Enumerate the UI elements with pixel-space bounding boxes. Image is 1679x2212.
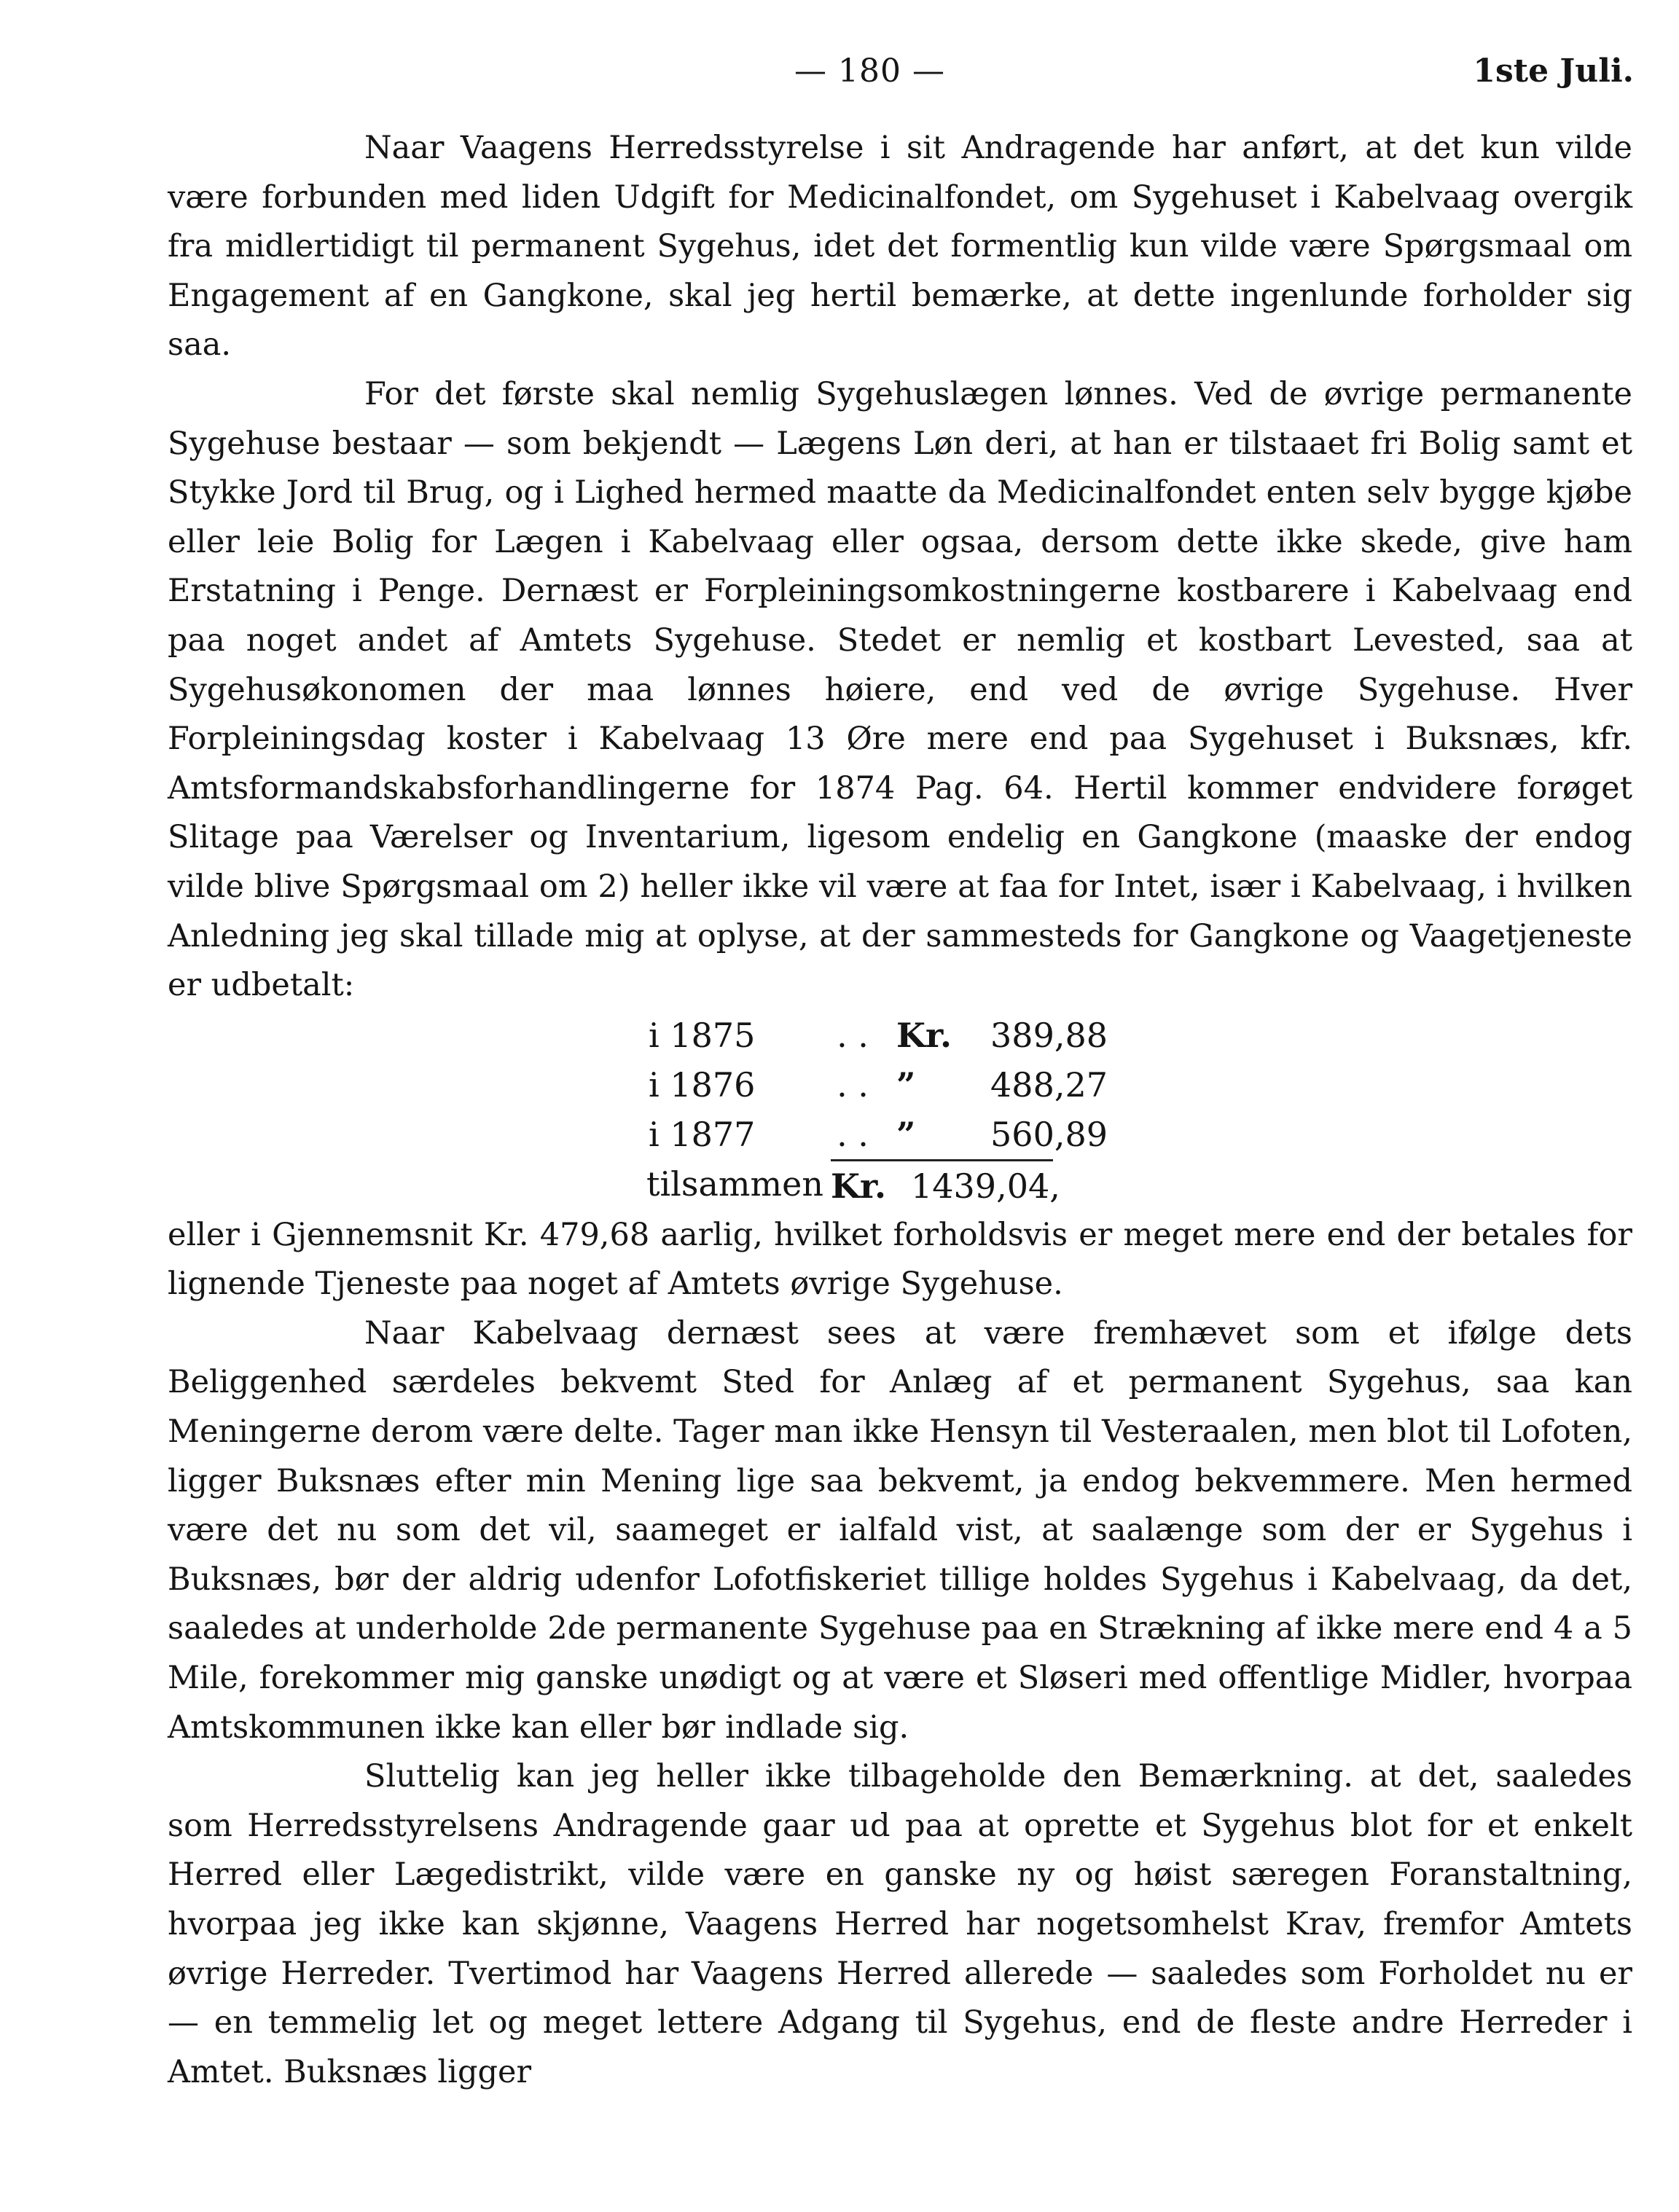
expenses-total-unit: Kr.	[831, 1159, 911, 1211]
expenses-total-amount: 1439,04,	[911, 1159, 1053, 1211]
expense-amount: 488,27	[990, 1064, 1108, 1105]
expense-year: i 1875	[649, 1015, 756, 1055]
expense-dots: . .	[837, 1114, 869, 1154]
expense-year: i 1877	[649, 1114, 756, 1154]
page-header	[0, 52, 1679, 103]
expense-amount: 389,88	[990, 1015, 1108, 1055]
document-body	[168, 124, 1632, 2097]
paragraph-herredsstyrelse: Naar Vaagens Herredsstyrelse i sit Andragende har anført, at det kun vilde være forbunden med liden Udgift for Medicinalfondet, om Sygehuset i Kabelvaag overgik fra midlertidigt til permanent Sygehus, idet det formentlig kun vilde være Spørgsmaal om Engagement af en Gangkone, skal jeg hertil bemærke, at dette ingenlunde forholder sig saa.	[168, 130, 1632, 364]
expense-unit: ”	[896, 1114, 916, 1154]
paragraph-conclusion: Sluttelig kan jeg heller ikke tilbageholde den Bemærkning. at det, saaledes som Herredsstyrelsens Andragende gaar ud paa at oprette et Sygehus blot for et enkelt Herred eller Lægedistrikt, vilde være en ganske ny og høist særegen Foranstaltning, hvorpaa jeg ikke kan skjønne, Vaagens Herred har nogetsomhelst Krav, fremfor Amtets øvrige Herreder. Tvertimod har Vaagens Herred allerede — saaledes som Forholdet nu er — en temmelig let og meget lettere Adgang til Sygehus, end de fleste andre Herreder i Amtet. Buksnæs ligger	[168, 1758, 1632, 2090]
paragraph-average: eller i Gjennemsnit Kr. 479,68 aarlig, hvilket forholdsvis er meget mere end der betales for lignende Tjeneste paa noget af Amtets øvrige Sygehuse.	[168, 1216, 1632, 1303]
expense-unit: Kr.	[896, 1015, 952, 1055]
expenses-table	[646, 1011, 1348, 1211]
page-number: — 180 —	[794, 52, 945, 90]
paragraph-kabelvaag-location: Naar Kabelvaag dernæst sees at være fremhævet som et ifølge dets Beliggenhed særdeles bekvemt Sted for Anlæg af et permanent Sygehus, saa kan Meningerne derom være delte. Tager man ikke Hensyn til Vesteraalen, men blot til Lofoten, ligger Buksnæs efter min Mening lige saa bekvemt, ja endog bekvemmere. Men hermed være det nu som det vil, saameget er ialfald vist, at saalænge som der er Sygehus i Buksnæs, bør der aldrig udenfor Lofotfiskeriet tillige holdes Sygehus i Kabelvaag, da det, saaledes at underholde 2de permanente Sygehuse paa en Strækning af ikke mere end 4 a 5 Mile, forekommer mig ganske unødigt og at være et Sløseri med offentlige Midler, hvorpaa Amtskommunen ikke kan eller bør indlade sig.	[168, 1314, 1632, 1746]
expense-year: i 1876	[649, 1064, 756, 1105]
paragraph-costs: For det første skal nemlig Sygehuslægen lønnes. Ved de øvrige permanente Sygehuse bestaar — som bekjendt — Lægens Løn deri, at han er tilstaaet fri Bolig samt et Stykke Jord til Brug, og i Lighed hermed maatte da Medicinalfondet enten selv bygge kjøbe eller leie Bolig for Lægen i Kabelvaag eller ogsaa, dersom dette ikke skede, give ham Erstatning i Penge. Dernæst er Forpleiningsomkostningerne kostbarere i Kabelvaag end paa noget andet af Amtets Sygehuse. Stedet er nemlig et kostbart Levested, saa at Sygehusøkonomen der maa lønnes høiere, end ved de øvrige Sygehuse. Hver Forpleiningsdag koster i Kabelvaag 13 Øre mere end paa Sygehuset i Buksnæs, kfr. Amtsformandskabsforhandlingerne for 1874 Pag. 64. Hertil kommer endvidere forøget Slitage paa Værelser og Inventarium, ligesom endelig en Gangkone (maaske der endog vilde blive Spørgsmaal om 2) heller ikke vil være at faa for Intet, især i Kabelvaag, i hvilken Anledning jeg skal tillade mig at oplyse, at der sammesteds for Gangkone og Vaagetjeneste er udbetalt:	[168, 375, 1632, 1004]
expenses-row	[649, 1110, 1348, 1159]
expenses-total-label: tilsammen	[646, 1164, 823, 1204]
expenses-row	[649, 1011, 1348, 1060]
expense-amount: 560,89	[990, 1114, 1108, 1154]
expense-unit: ”	[896, 1064, 916, 1105]
expense-dots: . .	[837, 1015, 869, 1055]
expense-dots: . .	[837, 1064, 869, 1105]
header-date: 1ste Juli.	[1473, 52, 1634, 90]
expenses-total-row	[598, 1159, 1348, 1211]
expenses-row	[649, 1060, 1348, 1110]
